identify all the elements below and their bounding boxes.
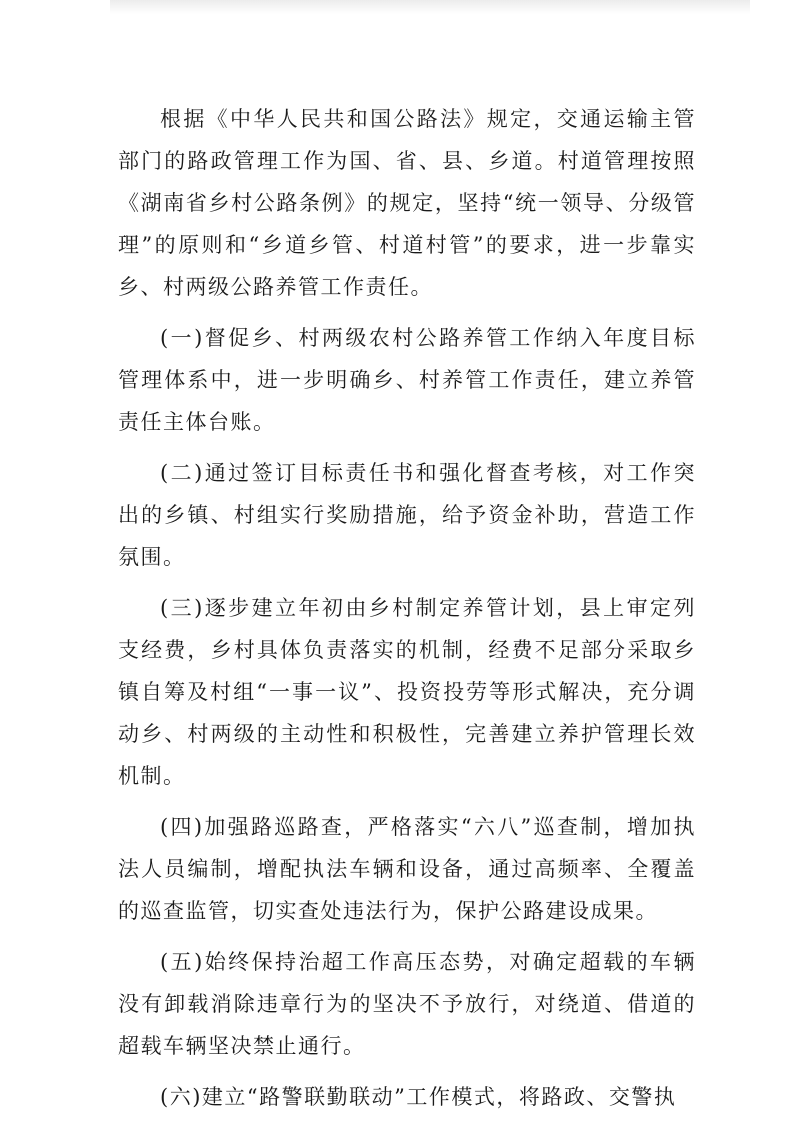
scan-artifact bbox=[110, 0, 750, 14]
paragraph-intro: 根据《中华人民共和国公路法》规定，交通运输主管部门的路政管理工作为国、省、县、乡道。村道管理按照《湖南省乡村公路条例》的规定，坚持“统一领导、分级管理”的原则和“乡道乡管、村道村管”的要求，进一步靠实乡、村两级公路养管工作责任。 bbox=[118, 107, 696, 299]
paragraph-item-3: (三)逐步建立年初由乡村制定养管计划，县上审定列支经费，乡村具体负责落实的机制，经费不足部分采取乡镇自筹及村组“一事一议”、投资投劳等形式解决，充分调动乡、村两级的主动性和积极性，完善建立养护管理长效机制。 bbox=[118, 596, 696, 788]
paragraph-item-1: (一)督促乡、村两级农村公路养管工作纳入年度目标管理体系中，进一步明确乡、村养管工作责任，建立养管责任主体台账。 bbox=[118, 326, 696, 434]
paragraph-item-5: (五)始终保持治超工作高压态势，对确定超载的车辆没有卸载消除违章行为的坚决不予放行，对绕道、借道的超载车辆坚决禁止通行。 bbox=[118, 950, 696, 1058]
paragraph-item-4: (四)加强路巡路查，严格落实“六八”巡查制，增加执法人员编制，增配执法车辆和设备，通过高频率、全覆盖的巡查监管，切实查处违法行为，保护公路建设成果。 bbox=[118, 815, 696, 923]
document-body bbox=[118, 98, 696, 1127]
paragraph-item-6: (六)建立“路警联勤联动”工作模式，将路政、交警执 bbox=[160, 1085, 677, 1109]
paragraph-item-2: (二)通过签订目标责任书和强化督查考核，对工作突出的乡镇、村组实行奖励措施，给予资金补助，营造工作氛围。 bbox=[118, 461, 696, 569]
